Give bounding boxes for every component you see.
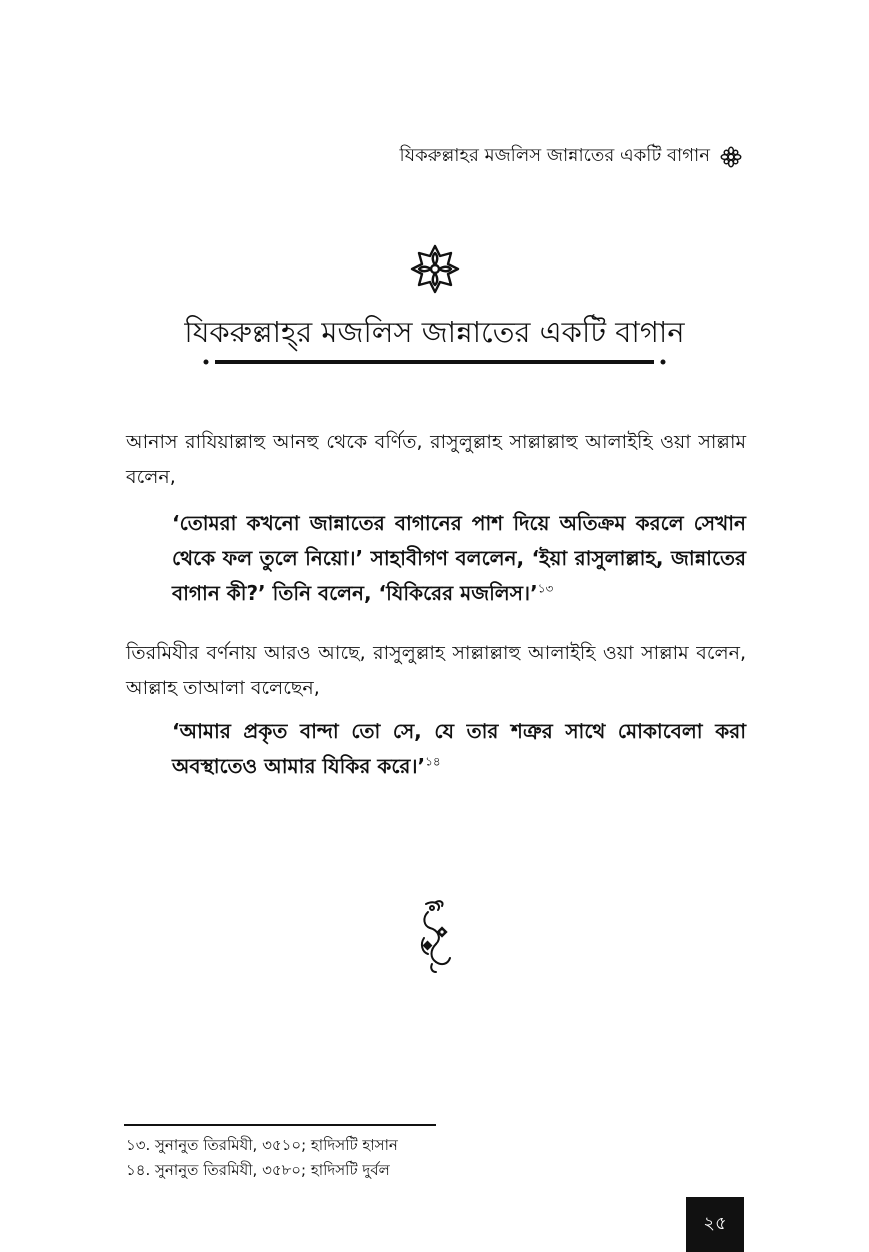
page-number bbox=[686, 1197, 744, 1252]
flower-ornament-icon bbox=[720, 146, 742, 168]
hadith-quote-1-text: ‘তোমরা কখনো জান্নাতের বাগানের পাশ দিয়ে অতিক্রম করলে সেখান থেকে ফল তুলে নিয়ো।’ সাহাবীগণ বললেন, ‘ইয়া রাসুলাল্লাহ, জান্নাতের বাগান কী?’ তিনি বলেন, ‘যিকিরের মজলিস।’ bbox=[172, 511, 746, 605]
title-underline-rule bbox=[203, 358, 666, 366]
footnote-ref-14[interactable]: ১৪ bbox=[425, 754, 441, 769]
floral-divider-icon bbox=[412, 898, 458, 974]
body-paragraph-2-text: তিরমিযীর বর্ণনায় আরও আছে, রাসুলুল্লাহ সাল্লাল্লাহু আলাইহি ওয়া সাল্লাম বলেন, আল্লাহ তাআলা বলেছেন, bbox=[126, 642, 746, 699]
running-header-title: যিকরুল্লাহর মজলিস জান্নাতের একটি বাগান bbox=[399, 145, 710, 166]
hadith-quote-2 bbox=[172, 714, 746, 784]
page-number-label: ২৫ bbox=[703, 1213, 727, 1234]
star-flower-ornament-icon bbox=[410, 244, 460, 294]
running-header bbox=[400, 141, 742, 172]
footnote-ref-13[interactable]: ১৩ bbox=[537, 581, 554, 596]
hadith-quote-1 bbox=[172, 506, 746, 611]
footnote-14: ১৪. সুনানুত তিরমিযী, ৩৫৮০; হাদিসটি দুর্বল bbox=[126, 1161, 390, 1179]
hadith-quote-2-text: ‘আমার প্রকৃত বান্দা তো সে, যে তার শত্রুর সাথে মোকাবেলা করা অবস্থাতেও আমার যিকির করে।’ bbox=[172, 719, 746, 778]
footnote-separator bbox=[124, 1124, 436, 1126]
body-paragraph-1 bbox=[126, 425, 746, 495]
body-paragraph-2 bbox=[126, 636, 746, 706]
footnote-13: ১৩. সুনানুত তিরমিযী, ৩৫১০; হাদিসটি হাসান bbox=[126, 1136, 398, 1154]
body-paragraph-1-text: আনাস রাযিয়াল্লাহু আনহু থেকে বর্ণিত, রাসুলুল্লাহ সাল্লাল্লাহু আলাইহি ওয়া সাল্লাম বলেন, bbox=[126, 431, 746, 488]
chapter-title: যিকরুল্লাহ্‌র মজলিস জান্নাতের একটি বাগান bbox=[184, 315, 685, 349]
